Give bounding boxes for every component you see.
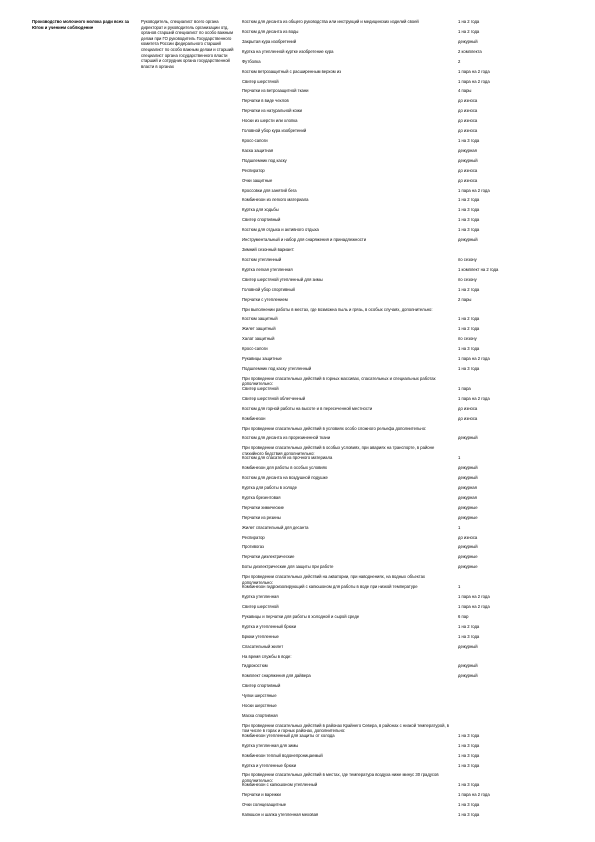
item-name: Костюм для десанта из прорезиненной ткани — [242, 435, 331, 441]
item-name: Очки солнцезащитные — [242, 802, 287, 808]
item-term: дежурные — [458, 554, 478, 560]
item-term: 1 на 3 года — [458, 366, 480, 371]
item-name: Костюм утепленный — [242, 256, 282, 262]
item-name: Капюшон и шапка утепленная меховая — [242, 812, 319, 818]
item-name: Перчатки в виде чехлов — [242, 98, 289, 104]
item-term: по сезону — [458, 256, 477, 262]
item-name: Костюм ветрозащитный с расширенным верхом из — [242, 68, 342, 74]
item-name: Комбинезон гидроизолирующий с капюшоном для работы в воде при низкой температуре — [242, 584, 418, 590]
item-name: Кросс-сапоги — [242, 346, 268, 352]
item-term: дежурный — [458, 157, 478, 163]
item-name: Свитер шерстяной утепленный для зимы — [242, 276, 323, 282]
item-name: Куртка утепленная — [242, 594, 279, 599]
item-name: Свитер спортивный — [242, 683, 281, 689]
item-term: до износа — [458, 108, 478, 114]
item-term: 1 на 2 года — [458, 326, 480, 332]
item-name: Респиратор — [242, 167, 265, 173]
item-term: 1 на 3 года — [458, 227, 480, 233]
item-term: 1 на 3 года — [458, 802, 480, 808]
item-name: Боты диэлектрические для защиты при работе — [242, 564, 334, 570]
item-name: При проведении спасательных действий в местах, где температура воздуха ниже минус 30 градусов дополнительно: — [242, 772, 439, 783]
item-name: При проведении спасательных действий на акватории, при наводнениях, на водных объектах дополнительно: — [242, 574, 426, 585]
item-name: Комбинезон с капюшоном утепленный — [242, 782, 318, 788]
item-term: дежурная — [458, 494, 477, 500]
item-name: Рукавицы защитные — [242, 356, 282, 362]
item-term: до износа — [458, 167, 478, 173]
item-name: Брюки утепленные — [242, 633, 279, 639]
item-term: дежурная — [458, 484, 477, 490]
item-term: 1 пара — [458, 385, 471, 391]
item-term: 1 на 2 года — [458, 286, 480, 292]
item-name: Респиратор — [242, 534, 265, 540]
item-name: Куртка для ходьбы — [242, 207, 279, 213]
item-term: дежурный — [458, 643, 478, 649]
item-name: Комбинезон для работы в особых условиях — [242, 465, 328, 471]
item-name: Свитер спортивный — [242, 217, 281, 223]
item-term: 1 на 2 года — [458, 197, 480, 203]
item-name: Перчатки из натуральной кожи — [242, 108, 302, 114]
item-name: Куртка и утепленные брюки — [242, 762, 297, 768]
item-term: 1 — [458, 524, 461, 530]
item-name: Перчатки из ветрозащитной ткани — [242, 88, 309, 94]
item-name: При проведении спасательных действий в горных массивах, спасательных и специальных работах дополнительно: — [242, 375, 436, 387]
item-name: Костюм для десанта из общего руководства или инструкций и медицинских изделий своей — [242, 19, 419, 24]
item-term: дежурные — [458, 564, 478, 570]
item-name: Комбинезон из легкого материала — [242, 197, 309, 203]
item-name: Свитер шерстяной — [242, 385, 279, 391]
item-term: дежурный — [458, 544, 478, 550]
item-name: Футболка — [242, 58, 261, 64]
item-term: 1 на 3 года — [458, 812, 480, 818]
item-name: Спасательный жилет — [242, 643, 284, 649]
item-name: Перчатки с утеплением — [242, 296, 288, 302]
item-term: 1 — [458, 455, 461, 461]
item-term: дежурный — [458, 465, 478, 471]
item-name: Костюм для десанта из воды — [242, 28, 299, 34]
item-term: 1 на 2 года — [458, 623, 480, 629]
item-name: Халат защитный — [242, 336, 275, 342]
item-name: Перчатки из резины — [242, 514, 281, 520]
item-name: Свитер шерстяной облегченный — [242, 395, 306, 401]
item-term: 1 на 3 года — [458, 346, 480, 352]
item-term: дежурный — [458, 237, 478, 243]
item-name: Кроссовки для занятий бега — [242, 187, 297, 193]
item-name: Рукавицы и перчатки для работы в холодной и сырой среде — [242, 613, 360, 619]
item-term: 1 на 2 года — [458, 19, 480, 24]
item-name: Свитер шерстяной — [242, 78, 279, 84]
item-term: дежурные — [458, 504, 478, 510]
item-term: до износа — [458, 177, 478, 183]
item-term: 1 пара на 2 года — [458, 78, 490, 84]
item-name: При выполнении работы в местах, где возможна пыль и грязь, в особых случаях, дополнительно: — [242, 306, 433, 312]
item-term: 1 на 2 года — [458, 316, 480, 322]
item-term: 1 на 3 года — [458, 732, 480, 738]
item-term: до износа — [458, 128, 478, 133]
item-name: При проведении спасательных действий в условиях особо сложного рельефа дополнительно: — [242, 425, 427, 431]
item-term: 1 на 3 года — [458, 138, 480, 143]
item-name: Комбинезон — [242, 415, 266, 421]
item-name: Куртка на утепленной куртке изобретение кура — [242, 48, 334, 54]
item-term: дежурный — [458, 38, 478, 44]
item-name: Головной убор кура изобретений — [242, 128, 307, 133]
item-term: 1 на 3 года — [458, 217, 480, 223]
item-name: Перчатки диэлектрические — [242, 554, 295, 560]
item-name: Жилет спасательный для десанта — [242, 524, 309, 530]
item-name: Костюм для десанта на воздушной подушке — [242, 475, 328, 480]
item-term: 2 — [458, 58, 461, 64]
item-name: Свитер шерстяной — [242, 603, 279, 609]
item-term: 6 пар — [458, 613, 469, 619]
middle-column-text: Руководитель, специалист всего органа директорат и руководитель организации отд. органов старший специалист по особо важным делам при ГО руководитель Государственного комитета России федерального старший специалист по особо важным делам и старший специалист органа государственного власти старший и сотрудник органа государственной власти в органах — [141, 19, 234, 69]
item-term: до износа — [458, 98, 478, 104]
item-name: Жилет защитный — [242, 326, 276, 332]
item-name: Закрытая кура изобретений — [242, 38, 297, 44]
item-name: Костюм для отдыха и активного отдыха — [242, 227, 319, 233]
item-name: При проведении спасательных действий в районах Крайнего Севера, в районах с низкой температурой, в том числе в горах и горных районах, дополнительно: — [242, 722, 449, 734]
item-term: до износа — [458, 118, 478, 124]
item-name: Гидрокостюм — [242, 663, 268, 669]
item-name: Костюм для горной работы на высоте и в пересеченной местности — [242, 405, 373, 411]
item-name: Зимний сезонный вариант: — [242, 247, 295, 252]
item-term: дежурный — [458, 663, 478, 669]
item-term: 1 пара на 2 года — [458, 187, 490, 193]
item-name: Комбинезон теплый водонепроницаемый — [242, 752, 323, 758]
item-name: Костюм для спасателя из прочного материала — [242, 455, 333, 461]
item-term: 1 на 3 года — [458, 742, 480, 748]
item-name: Комбинезон утепленный для защиты от холода — [242, 732, 335, 738]
item-term: дежурная — [458, 147, 477, 153]
item-name: Куртка легкая утепленная — [242, 266, 293, 272]
item-term: 1 пара на 2 года — [458, 395, 490, 401]
item-name: Головной убор спортивный — [242, 286, 295, 292]
item-term: дежурный — [458, 435, 478, 441]
item-term: 2 комплекта — [458, 48, 482, 54]
item-term: по сезону — [458, 276, 477, 282]
item-term: по сезону — [458, 336, 477, 342]
item-term: 1 пара на 2 года — [458, 603, 490, 609]
item-term: дежурный — [458, 475, 478, 480]
item-term: дежурный — [458, 673, 478, 679]
item-term: 1 на 3 года — [458, 633, 480, 639]
item-name: Куртка и утепленный брюки — [242, 623, 297, 629]
item-name: Очки защитные — [242, 177, 273, 183]
item-term: 1 пара на 2 года — [458, 356, 490, 362]
item-term: 1 комплект на 2 года — [458, 266, 499, 272]
item-term: 1 на 3 года — [458, 207, 480, 213]
item-name: При проведении спасательных действий в особых условиях, при авариях на транспорте, в районе стихийного бедствия дополнительно: — [242, 445, 435, 456]
item-name: Подшлемник под каску утепленный — [242, 366, 312, 371]
item-term: 1 на 3 года — [458, 782, 480, 788]
item-name: Перчатки и варежки — [242, 792, 281, 798]
item-term: 1 пара на 2 года — [458, 792, 490, 798]
item-name: Куртка для работы в холоде — [242, 484, 297, 490]
item-term: 1 пара на 2 года — [458, 68, 490, 74]
item-name: Каска защитная — [242, 147, 274, 153]
item-name: Носки из шерсти или хлопка — [242, 118, 298, 124]
item-name: Куртка брезентовая — [242, 494, 281, 500]
item-name: Носки шерстяные — [242, 703, 277, 708]
item-term: 1 на 3 года — [458, 762, 480, 768]
item-term: до износа — [458, 405, 478, 411]
item-name: На время службы в воде: — [242, 653, 292, 659]
item-name: Комплект снаряжения для дайвера — [242, 673, 311, 679]
item-term: 1 — [458, 584, 461, 590]
item-name: Маска спортивная — [242, 713, 278, 718]
item-term: до износа — [458, 415, 478, 421]
item-term: 1 на 3 года — [458, 752, 480, 758]
item-term: дежурные — [458, 514, 478, 520]
item-term: 4 пары — [458, 88, 472, 94]
item-name: Противогаз — [242, 544, 264, 550]
item-name: Кросс-сапоги — [242, 138, 268, 143]
item-name: Инструментальный и набор для снаряжения и принадлежности — [242, 237, 367, 243]
item-term: 1 на 2 года — [458, 28, 480, 34]
left-column-text: Производство молочного молока ради всех за Югом и учением соблюдение — [32, 19, 129, 30]
item-name: Чулки шерстяные — [242, 693, 277, 699]
item-name: Куртка утепленная для зимы — [242, 742, 299, 748]
item-name: Подшлемник под каску — [242, 157, 287, 163]
item-term: 1 пара на 2 года — [458, 594, 490, 599]
item-term: до износа — [458, 534, 478, 540]
item-name: Перчатки химические — [242, 504, 285, 510]
item-term: 2 пары — [458, 296, 472, 302]
item-name: Костюм защитный — [242, 316, 278, 322]
